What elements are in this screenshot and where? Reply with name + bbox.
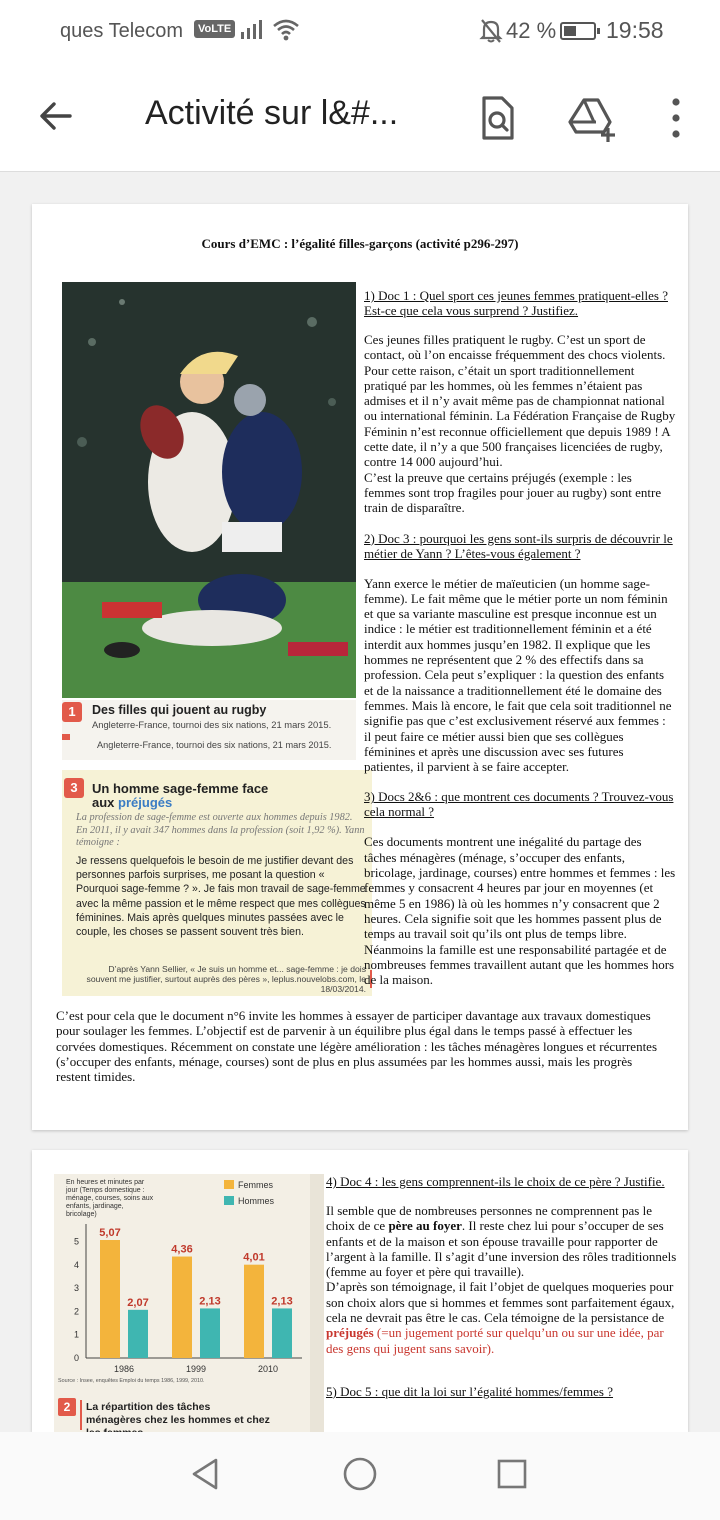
- chores-chart: [54, 1174, 310, 1436]
- app-bar: [0, 64, 720, 172]
- doc-number-badge: 3: [64, 778, 84, 798]
- bar-hommes-1999: [200, 1308, 220, 1358]
- legend-swatch: [224, 1196, 234, 1205]
- bell-off-icon: [480, 18, 502, 44]
- carrier-name: ques Telecom: [60, 20, 184, 42]
- chart-caption-line: La répartition des tâches: [86, 1401, 211, 1413]
- document-page-1: [32, 204, 688, 1130]
- navigation-bar: [0, 1432, 720, 1520]
- photo-caption: [62, 700, 356, 760]
- doc3-testimony: Je ressens quelquefois le besoin de me justifier devant des personnes parfois surprises, me posant la question « Pourquoi sage-femme ? ». Je fais mon travail de sage-femme avec la même passion et le même respect que mes collègues féminines. Mais après quelques minutes passées avec le couple, les choses se passent souvent très bien.: [76, 855, 366, 939]
- nav-home-icon[interactable]: [340, 1454, 380, 1494]
- question-4: 4) Doc 4 : les gens comprennent-ils le choix de ce père ? Justifie.: [326, 1174, 665, 1189]
- bar-hommes-1986: [128, 1310, 148, 1358]
- signal-icon: [240, 18, 266, 40]
- doc3-box: [62, 770, 372, 996]
- question-5: 5) Doc 5 : que dit la loi sur l’égalité hommes/femmes ?: [326, 1383, 614, 1399]
- chart-caption-line: ménagères chez les hommes et chez: [86, 1414, 270, 1426]
- doc3-title: Un homme sage-femme face aux préjugés: [92, 781, 269, 810]
- document-title: Cours d’EMC : l’égalité filles-garçons (activité p296-297): [201, 236, 519, 251]
- caption-title: Des filles qui jouent au rugby: [92, 703, 267, 717]
- bar-value-label: 2,13: [271, 1295, 293, 1308]
- bar-hommes-2010: [272, 1308, 292, 1358]
- caption-subtitle-duplicate: Angleterre-France, tournoi des six nations, 21 mars 2015.: [97, 740, 332, 750]
- battery-percent: 42 %: [506, 18, 557, 43]
- answer-2: Yann exerce le métier de maïeuticien (un homme sage-femme). Le fait même que le métier porte un nom féminin et que sa variante masculine est presque inconnue est un indice : le métier est traditionnellement féminin et a été interdit aux hommes jusqu’en 1982. Il explique que les hommes ne représentent que 2 % des effectifs dans sa profession. Cela peut s’expliquer : la question des enfants et de la naissance a traditionnellement été le domaine des femmes. Mais là encore, le fait que cela soit traditionnel ne signifie pas que c’est exclusivement réservé aux femmes : il peut faire ce métier aussi bien que ses collègues féminines et après une discussion avec ses futures patientes, il parvient à se faire accepter.: [364, 575, 672, 775]
- page2-text-column: [326, 1174, 678, 1399]
- bar-value-label: 4,01: [243, 1251, 265, 1264]
- page-title: Activité sur l&#...: [145, 94, 399, 132]
- answer-3: Ces documents montrent une inégalité du partage des tâches ménagères (ménage, s’occuper des enfants, bricolage, jardinage, courses) entre hommes et femmes : les femmes y consacrent 4 heures par jour en moyennes (et même 5 en 1986) là où les hommes n’y consacrent que 2 heures. Cela signifie soit que les hommes passent plus de temps au travail soit qu’ils ont plus de temps libre. Néanmoins la famille est une responsabilité partagée et de nombreuses femmes travaillent autant que les hommes hors de la maison.: [364, 834, 676, 988]
- y-tick-label: 3: [74, 1283, 80, 1294]
- bar-value-label: 4,36: [171, 1243, 193, 1256]
- y-tick-label: 1: [74, 1329, 80, 1340]
- caption-subtitle: Angleterre-France, tournoi des six nations, 21 mars 2015.: [92, 719, 332, 730]
- bar-femmes-1986: [100, 1240, 120, 1358]
- x-tick-label: 1986: [113, 1364, 135, 1374]
- volte-badge: VoLTE: [194, 20, 235, 38]
- nav-recents-icon[interactable]: [492, 1454, 532, 1494]
- y-tick-label: 2: [74, 1306, 80, 1317]
- answer-1: Ces jeunes filles pratiquent le rugby. C’est un sport de contact, où l’on encaisse fréquemment des chocs violents. Pour cette raison, c’était un sport traditionnellement pratiqué par les hommes, où les femmes n’étaient pas admises et il n’y avait même pas de championnat national ou international féminin. La Fédération Française de Rugby Féminin n’est reconnue officiellement que depuis 1989 ! A cette date, il n’y a que 500 françaises licenciées de rugby, contre 14 000 aujourd’hui.: [364, 332, 676, 470]
- y-axis-title: En heures et minutes par: [66, 1179, 145, 1186]
- more-options-icon[interactable]: [650, 92, 702, 144]
- question-1: 1) Doc 1 : Quel sport ces jeunes femmes pratiquent-elles ? Est-ce que cela vous surprend ? Justifiez.: [364, 288, 668, 318]
- clock: 19:58: [606, 17, 664, 43]
- x-tick-label: 2010: [257, 1364, 279, 1374]
- question-2: 2) Doc 3 : pourquoi les gens sont-ils surpris de découvrir le métier de Yann ? L’êtes-vous également ?: [364, 530, 673, 561]
- bar-value-label: 2,07: [127, 1296, 149, 1309]
- wifi-icon: [272, 16, 300, 42]
- add-to-drive-icon[interactable]: [566, 92, 618, 144]
- bar-value-label: 2,13: [199, 1295, 221, 1308]
- status-bar: [0, 0, 720, 64]
- legend-label-femmes: Femmes: [238, 1180, 274, 1190]
- legend-label-hommes: Hommes: [238, 1196, 275, 1206]
- y-tick-label: 4: [74, 1259, 80, 1270]
- back-arrow-icon[interactable]: [34, 94, 78, 138]
- caption-bar: [62, 734, 70, 740]
- question-3: 3) Docs 2&6 : que montrent ces documents ? Trouvez-vous cela normal ?: [364, 789, 674, 820]
- y-axis-title: ménage, courses, soins aux: [66, 1195, 154, 1202]
- caption-badge-number: 2: [63, 1400, 71, 1414]
- legend-swatch: [224, 1180, 234, 1189]
- y-axis-title: jour (Temps domestique :: [66, 1187, 145, 1194]
- find-in-document-icon[interactable]: [470, 92, 522, 144]
- y-axis-title: bricolage): [66, 1211, 97, 1218]
- doc3-source: D’après Yann Sellier, « Je suis un homme et... sage-femme : je dois souvent me justifier, surtout auprès des pères », leplus.nouvelobs.com, le 18/03/2014.: [86, 964, 366, 994]
- bar-value-label: 5,07: [99, 1227, 121, 1240]
- answers-column: [364, 288, 676, 987]
- y-axis-title: enfants, jardinage,: [66, 1203, 124, 1210]
- document-page-2: [32, 1150, 688, 1432]
- chart-source: Source : Insee, enquêtes Emploi du temps 1986, 1999, 2010.: [58, 1378, 205, 1384]
- doc3-intro: La profession de sage-femme est ouverte aux hommes depuis 1982. En 2011, il y avait 347 hommes dans la profession (soit 1,92 %). Yann témoigne :: [76, 812, 365, 848]
- y-tick-label: 0: [74, 1353, 80, 1363]
- bar-femmes-1999: [172, 1257, 192, 1358]
- nav-back-icon[interactable]: [186, 1454, 226, 1494]
- battery-icon: [560, 22, 596, 40]
- y-tick-label: 5: [74, 1236, 80, 1247]
- answer-4: Il semble que de nombreuses personnes ne comprennent pas le choix de ce père au foyer. Il reste chez lui pour s’occuper de ses enfants et de la maison et son épouse travaille pour rapporter de l’argent à la famille. Il s’agit d’une inversion des rôles traditionnels (femme au foyer et père qui travaille).: [326, 1203, 677, 1280]
- x-tick-label: 1999: [185, 1364, 207, 1374]
- answer-4-continued: D’après son témoignage, il fait l’objet de quelques moqueries pour son choix alors que si hommes et femmes sont parfaitement égaux, cela ne devrait pas être le cas. Cela témoigne de la persistance de préjugés (=un jugement porté sur quelqu’un ou sur une idée, par des gens qui jugent sans savoir).: [326, 1279, 675, 1356]
- rugby-photo: [62, 282, 356, 698]
- doc-number-badge: 1: [62, 702, 82, 722]
- bar-femmes-2010: [244, 1265, 264, 1358]
- chores-bar-chart: [54, 1174, 310, 1436]
- caption-rule: [80, 1400, 82, 1430]
- answer-3-continued: C’est pour cela que le document n°6 invite les hommes à essayer de participer davantage aux travaux domestiques pour soulager les femmes. L’objectif est de parvenir à un équilibre plus égal dans le temps passé à effectuer les corvées domestiques. Récemment on constate une légère amélioration : les tâches ménagères longues et récurrentes (s’occuper des enfants, ménage, courses) sont de plus en plus assumées par les hommes aussi, mais les progrès restent timides.: [56, 1008, 658, 1085]
- chart-page-edge: [310, 1174, 324, 1436]
- answer-1-conclusion: C’est la preuve que certains préjugés (exemple : les femmes sont trop fragiles pour jouer au rugby) sont entre train de disparaître.: [364, 469, 662, 516]
